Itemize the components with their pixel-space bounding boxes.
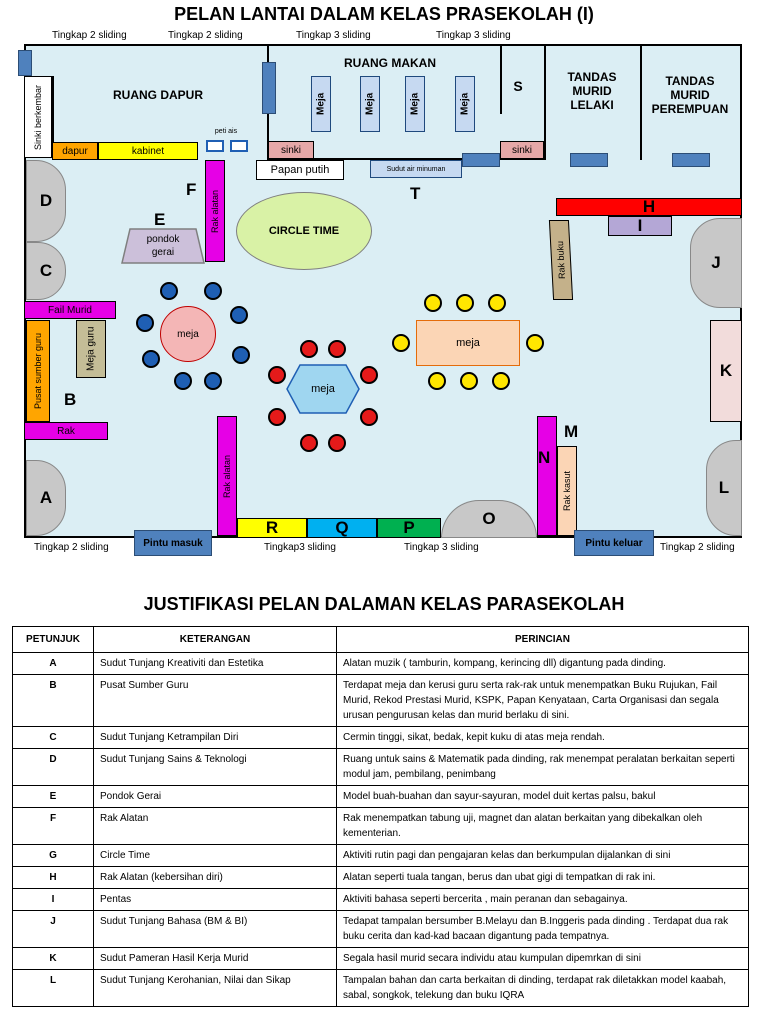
window-toilet-p [672, 153, 710, 167]
rak-alatan-f: Rak alatan [205, 160, 225, 262]
table-row [13, 911, 749, 948]
row-key: G [13, 845, 94, 867]
row-keterangan: Pondok Gerai [94, 786, 337, 808]
sinki-2: sinki [500, 141, 544, 159]
rak-r: R [237, 518, 307, 538]
room-tandas-lelaki: TANDAS MURID LELAKI [567, 70, 617, 112]
dapur: dapur [52, 142, 98, 160]
table-row [13, 808, 749, 845]
row-perincian: Model buah-buahan dan sayur-sayuran, model duit kertas palsu, bakul [337, 786, 749, 808]
sudut-l: L [706, 440, 742, 536]
row-perincian: Aktiviti rutin pagi dan pengajaran kelas dan berkumpulan dijalankan di sini [337, 845, 749, 867]
sinki-1: sinki [268, 141, 314, 159]
row-keterangan: Sudut Pameran Hasil Kerja Murid [94, 948, 337, 970]
kerusi-biru-6 [232, 346, 250, 364]
row-key: F [13, 808, 94, 845]
row-keterangan: Rak Alatan [94, 808, 337, 845]
meja-oren: meja [416, 320, 520, 366]
header-keterangan: KETERANGAN [94, 627, 337, 653]
row-perincian: Alatan muzik ( tamburin, kompang, kerincing dll) digantung pada dinding. [337, 653, 749, 675]
kerusi-biru-3 [136, 314, 154, 332]
table-row [13, 845, 749, 867]
table-row [13, 749, 749, 786]
window-label-bottom-4: Tingkap 2 sliding [660, 542, 735, 553]
wall-s-divider [500, 44, 502, 114]
sudut-c: C [26, 242, 66, 300]
sudut-k: K [710, 320, 742, 422]
row-key: D [13, 749, 94, 786]
justification-table [12, 626, 749, 1007]
row-perincian: Tampalan bahan dan carta berkaitan di dinding, terdapat rak diletakkan model kaabah, sabal, songkok, telekung dan buku IQRA [337, 970, 749, 1007]
sudut-a: A [26, 460, 66, 536]
letter-n: N [538, 448, 551, 467]
sudut-d: D [26, 160, 66, 242]
kerusi-biru-4 [230, 306, 248, 324]
row-perincian: Aktiviti bahasa seperti bercerita , main peranan dan sebagainya. [337, 889, 749, 911]
rak-alatan-bawah: Rak alatan [217, 416, 237, 536]
row-keterangan: Pentas [94, 889, 337, 911]
room-ruang-makan: RUANG MAKAN [344, 56, 436, 70]
table-row [13, 727, 749, 749]
peti-ais-2 [230, 140, 248, 152]
table-row [13, 653, 749, 675]
meja-pink: meja [160, 306, 216, 362]
rak-q: Q [307, 518, 377, 538]
row-keterangan: Sudut Tunjang Bahasa (BM & BI) [94, 911, 337, 948]
kerusi-merah-5 [268, 408, 286, 426]
kerusi-kuning-4 [392, 334, 410, 352]
row-key: C [13, 727, 94, 749]
window-toilet-l [570, 153, 608, 167]
table-row [13, 786, 749, 808]
kerusi-merah-7 [300, 434, 318, 452]
rak-kasut: Rak kasut [557, 446, 577, 536]
kerusi-biru-8 [204, 372, 222, 390]
papan-putih: Papan putih [256, 160, 344, 180]
row-keterangan: Pusat Sumber Guru [94, 675, 337, 727]
meja-makan-1: Meja [311, 76, 331, 132]
table-header-row [13, 627, 749, 653]
row-key: H [13, 867, 94, 889]
meja-guru: Meja guru [76, 320, 106, 378]
sudut-air-minuman: Sudut air minuman [370, 160, 462, 178]
kerusi-kuning-2 [456, 294, 474, 312]
circle-time: CIRCLE TIME [236, 192, 372, 270]
kerusi-merah-2 [328, 340, 346, 358]
sinki-berkembar: Sinki berkembar [24, 76, 52, 158]
peti-ais-label: peti ais [214, 127, 238, 135]
letter-f: F [186, 180, 197, 199]
row-key: E [13, 786, 94, 808]
row-perincian: Tedapat tampalan bersumber B.Melayu dan B.Inggeris pada dinding . Terdapat dua rak buku cerita dan kad-kad bacaan digantung pada tempatnya. [337, 911, 749, 948]
window-label-top-1: Tingkap 2 sliding [52, 30, 127, 41]
sudut-j: J [690, 218, 742, 308]
window-label-top-2: Tingkap 2 sliding [168, 30, 243, 41]
row-key: L [13, 970, 94, 1007]
table-row [13, 948, 749, 970]
kerusi-biru-7 [174, 372, 192, 390]
row-perincian: Terdapat meja dan kerusi guru serta rak-rak untuk menempatkan Buku Rujukan, Fail Murid, Rekod Prestasi Murid, KSPK, Papan Kenyataan, Carta Organisasi dan segala urusan pengurusan kelas dan murid berlaku di sini. [337, 675, 749, 727]
row-keterangan: Sudut Tunjang Kreativiti dan Estetika [94, 653, 337, 675]
window-label-bottom-2: Tingkap3 sliding [264, 542, 336, 553]
rak-n [537, 416, 557, 536]
kerusi-merah-1 [300, 340, 318, 358]
window-top-left [18, 50, 32, 76]
pentas-i: I [608, 216, 672, 236]
kerusi-merah-3 [268, 366, 286, 384]
table-row [13, 889, 749, 911]
meja-makan-4: Meja [455, 76, 475, 132]
pusat-sumber-guru: Pusat sumber guru [26, 320, 50, 422]
pintu-keluar[interactable]: Pintu keluar [574, 530, 654, 556]
peti-ais-1 [206, 140, 224, 152]
window-kitchen [262, 62, 276, 114]
row-keterangan: Sudut Tunjang Sains & Teknologi [94, 749, 337, 786]
sudut-o: O [441, 500, 537, 538]
row-key: J [13, 911, 94, 948]
row-perincian: Ruang untuk sains & Matematik pada dinding, rak menempat peralatan berkaitan seperti modul jam, pembilang, penimbang [337, 749, 749, 786]
pintu-masuk[interactable]: Pintu masuk [134, 530, 212, 556]
meja-makan-3: Meja [405, 76, 425, 132]
kerusi-kuning-6 [428, 372, 446, 390]
kerusi-biru-2 [204, 282, 222, 300]
kerusi-kuning-7 [460, 372, 478, 390]
header-petunjuk: PETUNJUK [13, 627, 94, 653]
kerusi-merah-4 [360, 366, 378, 384]
letter-b: B [64, 390, 77, 409]
row-key: B [13, 675, 94, 727]
kerusi-kuning-5 [526, 334, 544, 352]
row-keterangan: Circle Time [94, 845, 337, 867]
meja-hexagon: meja [311, 383, 335, 395]
rak-buku: Rak buku [549, 220, 573, 300]
kerusi-merah-6 [360, 408, 378, 426]
window-dining-bottom [462, 153, 500, 167]
row-key: K [13, 948, 94, 970]
row-keterangan: Rak Alatan (kebersihan diri) [94, 867, 337, 889]
page-title: PELAN LANTAI DALAM KELAS PRASEKOLAH (I) [174, 4, 594, 24]
row-perincian: Segala hasil murid secara individu atau kumpulan dipemrkan di sini [337, 948, 749, 970]
header-perincian: PERINCIAN [337, 627, 749, 653]
row-perincian: Alatan seperti tuala tangan, berus dan ubat gigi di tempatkan di rak ini. [337, 867, 749, 889]
window-label-bottom-3: Tingkap 3 sliding [404, 542, 479, 553]
kerusi-kuning-8 [492, 372, 510, 390]
letter-t: T [410, 184, 421, 203]
room-tandas-perempuan: TANDAS MURID PEREMPUAN [651, 74, 729, 116]
floor-plan [24, 44, 742, 538]
kerusi-kuning-1 [424, 294, 442, 312]
kerusi-kuning-3 [488, 294, 506, 312]
table-row [13, 867, 749, 889]
wall-toilet-left [544, 44, 546, 160]
kerusi-biru-5 [142, 350, 160, 368]
meja-makan-2: Meja [360, 76, 380, 132]
wall-toilet-mid [640, 44, 642, 160]
row-key: A [13, 653, 94, 675]
kerusi-biru-1 [160, 282, 178, 300]
room-ruang-dapur: RUANG DAPUR [113, 88, 203, 102]
table-row [13, 675, 749, 727]
kerusi-merah-8 [328, 434, 346, 452]
letter-e: E [154, 210, 166, 229]
fail-murid: Fail Murid [24, 301, 116, 319]
window-label-bottom-1: Tingkap 2 sliding [34, 542, 109, 553]
rak-b: Rak [24, 422, 108, 440]
window-label-top-4: Tingkap 3 sliding [436, 30, 511, 41]
row-perincian: Cermin tinggi, sikat, bedak, kepit kuku di atas meja rendah. [337, 727, 749, 749]
letter-m: M [564, 422, 579, 441]
pondok-gerai: pondok gerai [146, 234, 180, 258]
row-keterangan: Sudut Tunjang Kerohanian, Nilai dan Sikap [94, 970, 337, 1007]
rak-p: P [377, 518, 441, 538]
table-row [13, 970, 749, 1007]
kabinet: kabinet [98, 142, 198, 160]
row-perincian: Rak menempatkan tabung uji, magnet dan alatan berkaitan yang dibekalkan oleh kementerian. [337, 808, 749, 845]
rak-alatan-h: H [556, 198, 742, 216]
room-s: S [513, 78, 523, 94]
row-key: I [13, 889, 94, 911]
window-label-top-3: Tingkap 3 sliding [296, 30, 371, 41]
row-keterangan: Sudut Tunjang Ketrampilan Diri [94, 727, 337, 749]
table-title: JUSTIFIKASI PELAN DALAMAN KELAS PARASEKOLAH [143, 594, 625, 614]
